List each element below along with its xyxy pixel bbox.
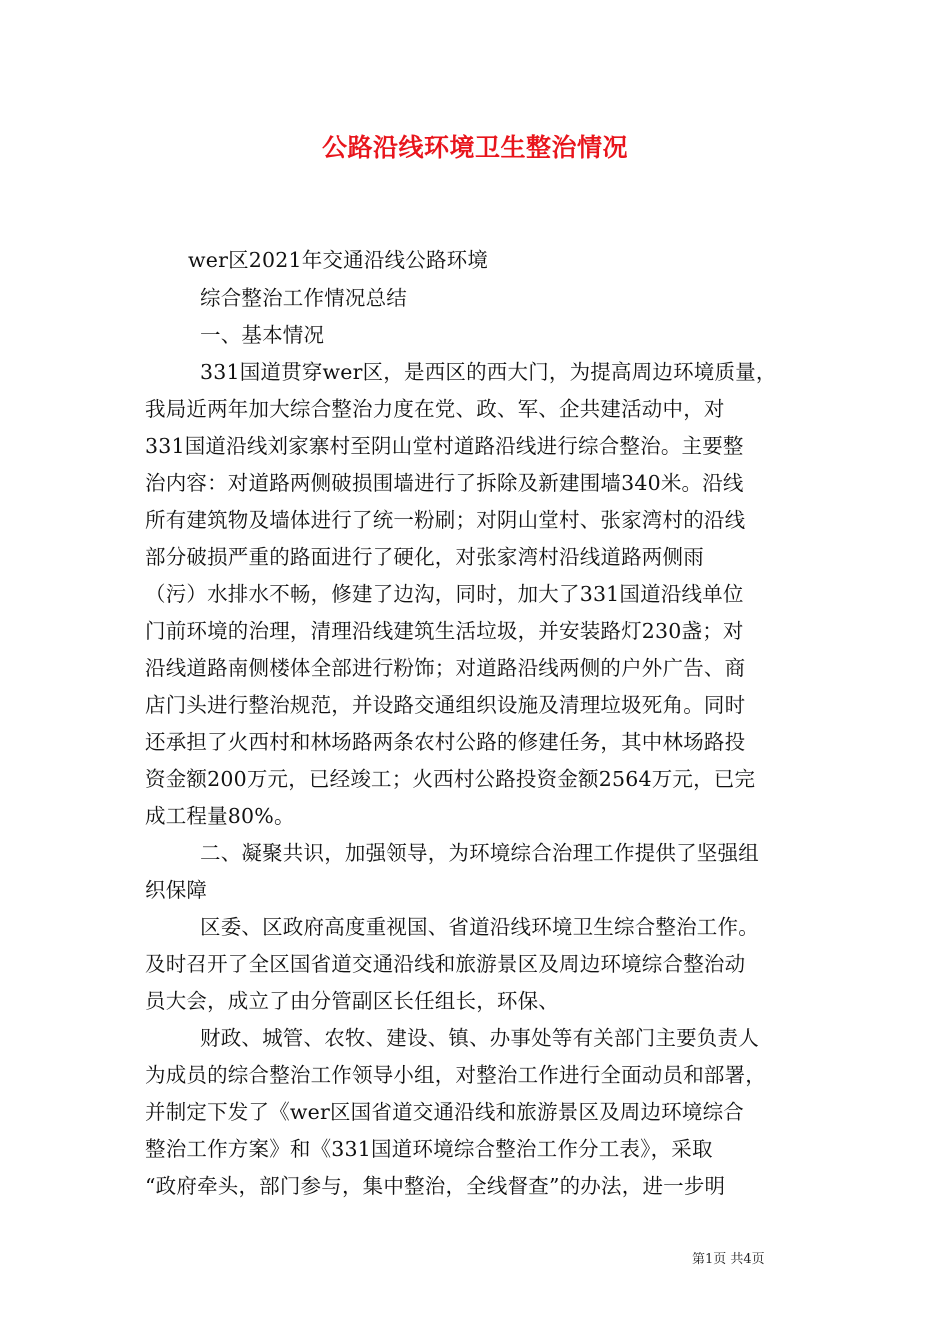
text-line: 治内容：对道路两侧破损围墙进行了拆除及新建围墙340米。沿线 [145,471,744,495]
text-line: 并制定下发了《wer区国省道交通沿线和旅游景区及周边环境综合 [145,1100,744,1124]
text-line: 员大会，成立了由分管副区长任组长，环保、 [145,989,559,1013]
text-line: 店门头进行整治规范，并设路交通组织设施及清理垃圾死角。同时 [145,693,746,717]
text-line: 331国道贯穿wer区，是西区的西大门，为提高周边环境质量， [200,360,777,384]
text-line: 综合整治工作情况总结 [200,286,407,310]
text-line: 部分破损严重的路面进行了硬化，对张家湾村沿线道路两侧雨 [145,545,704,569]
text-line: 资金额200万元，已经竣工；火西村公路投资金额2564万元，已完 [145,767,756,791]
document-title: 公路沿线环境卫生整治情况 [321,133,628,162]
text-line: 所有建筑物及墙体进行了统一粉刷；对阴山堂村、张家湾村的沿线 [145,508,746,532]
text-line: （污）水排水不畅，修建了边沟，同时，加大了331国道沿线单位 [145,582,744,606]
text-line: 还承担了火西村和林场路两条农村公路的修建任务，其中林场路投 [145,730,746,754]
text-line: 门前环境的治理，清理沿线建筑生活垃圾，并安装路灯230盏；对 [145,619,744,643]
text-line: 织保障 [145,878,208,902]
text-line: wer区2021年交通沿线公路环境 [188,248,489,272]
text-line: 财政、城管、农牧、建设、镇、办事处等有关部门主要负责人 [200,1026,759,1050]
text-line: 为成员的综合整治工作领导小组，对整治工作进行全面动员和部署， [145,1063,766,1087]
text-line: 整治工作方案》和《331国道环境综合整治工作分工表》，采取 [145,1137,713,1161]
text-line: “政府牵头，部门参与，集中整治，全线督查”的办法，进一步明 [145,1174,726,1198]
text-line: 一、基本情况 [200,323,325,347]
text-line: 沿线道路南侧楼体全部进行粉饰；对道路沿线两侧的户外广告、商 [145,656,746,680]
text-line: 我局近两年加大综合整治力度在党、政、军、企共建活动中，对 [145,397,725,421]
text-line: 二、凝聚共识，加强领导，为环境综合治理工作提供了坚强组 [200,841,759,865]
text-line: 成工程量80%。 [145,804,295,828]
text-line: 及时召开了全区国省道交通沿线和旅游景区及周边环境综合整治动 [145,952,746,976]
text-line: 区委、区政府高度重视国、省道沿线环境卫生综合整治工作。 [200,915,759,939]
text-line: 331国道沿线刘家寨村至阴山堂村道路沿线进行综合整治。主要整 [145,434,744,458]
page-indicator: 第1页 共4页 [692,1252,765,1267]
